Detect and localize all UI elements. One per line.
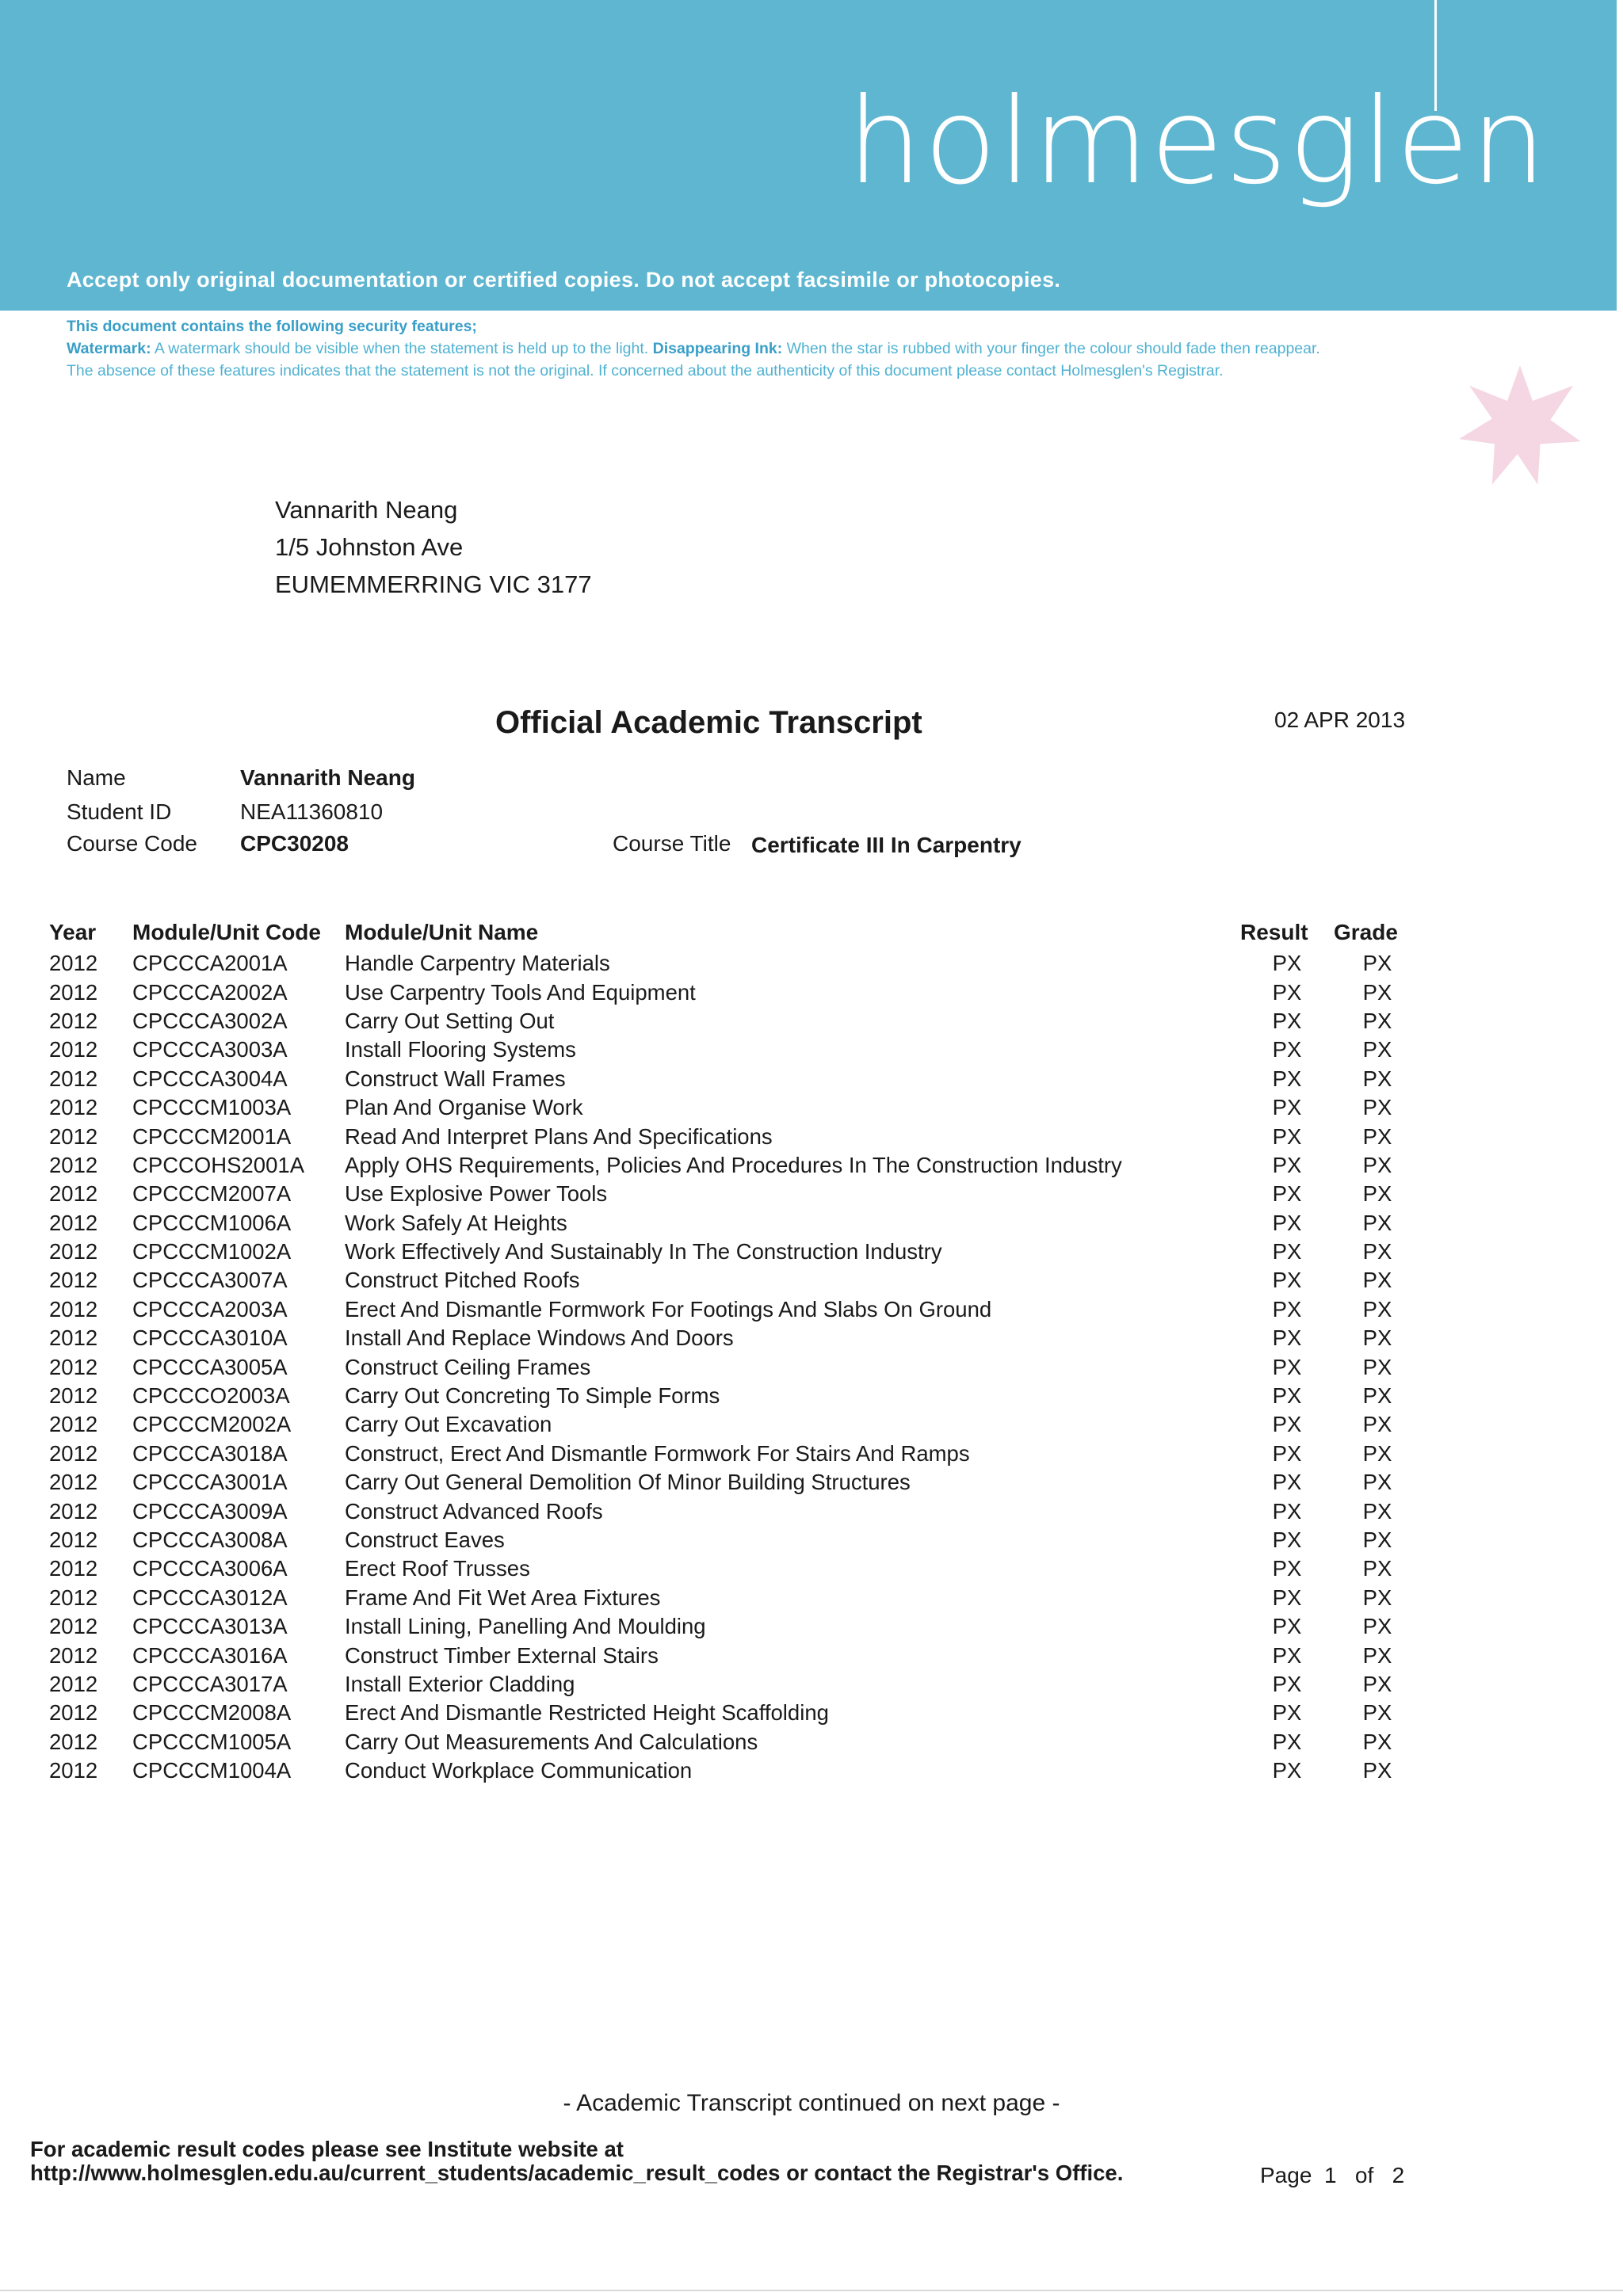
cell-grade: PX [1362,1181,1392,1207]
cell-name: Carry Out Concreting To Simple Forms [345,1383,720,1409]
result-codes-note [30,2138,1123,2185]
table-row [49,1151,1421,1180]
table-row [49,1641,1421,1669]
cell-code: CPCCCA3006A [132,1556,288,1581]
cell-result: PX [1272,1498,1302,1524]
cell-code: CPCCCA3001A [132,1470,288,1495]
cell-name: Install Lining, Panelling And Moulding [345,1614,706,1639]
cell-code: CPCCCA2002A [132,979,288,1005]
table-row [49,1526,1421,1554]
cell-year: 2012 [49,1152,98,1177]
cell-code: CPCCCA3008A [132,1527,288,1552]
table-row [49,1209,1421,1238]
table-row [49,1468,1421,1497]
cell-result: PX [1272,1758,1302,1783]
header-name: Module/Unit Name [345,920,539,944]
cell-name: Use Explosive Power Tools [345,1181,608,1207]
cell-name: Install And Replace Windows And Doors [345,1325,734,1351]
cell-name: Erect Roof Trusses [345,1556,530,1581]
cell-year: 2012 [49,1123,98,1149]
cell-grade: PX [1362,1066,1392,1091]
table-row [49,1699,1421,1727]
header-grade: Grade [1334,920,1398,944]
cell-year: 2012 [49,1210,98,1235]
table-row [49,1065,1421,1093]
cell-result: PX [1272,1671,1302,1696]
cell-result: PX [1272,1383,1302,1409]
cell-year: 2012 [49,1008,98,1033]
cell-code: CPCCCM1006A [132,1210,292,1235]
table-row [49,1266,1421,1295]
cell-code: CPCCOHS2001A [132,1152,305,1177]
cell-name: Install Flooring Systems [345,1037,576,1062]
cell-code: CPCCCA3003A [132,1037,288,1062]
document-date: 02 APR 2013 [1274,707,1406,732]
security-notice [67,315,1556,382]
page-current: 1 [1323,2163,1337,2187]
cell-grade: PX [1362,1671,1392,1696]
cell-grade: PX [1362,1614,1392,1639]
cell-grade: PX [1362,1008,1392,1033]
watermark-label: Watermark: [67,340,151,357]
table-row [49,1554,1421,1583]
cell-year: 2012 [49,1354,98,1379]
student-name: Vannarith Neang [240,765,415,790]
address-street: 1/5 Johnston Ave [275,533,464,561]
page-label: Page [1260,2163,1312,2187]
header-year: Year [49,920,97,944]
cell-name: Work Effectively And Sustainably In The Construction Industry [345,1239,942,1264]
cell-name: Use Carpentry Tools And Equipment [345,979,696,1005]
cell-code: CPCCCM1002A [132,1239,292,1264]
cell-grade: PX [1362,1268,1392,1293]
cell-year: 2012 [49,1527,98,1552]
table-row [49,1497,1421,1525]
cell-name: Construct Eaves [345,1527,505,1552]
name-label: Name [67,765,126,790]
cell-grade: PX [1362,1210,1392,1235]
cell-name: Carry Out Setting Out [345,1008,555,1033]
table-row [49,949,1421,978]
cell-result: PX [1272,1440,1302,1466]
cell-year: 2012 [49,1671,98,1696]
cell-grade: PX [1362,1470,1392,1495]
cell-year: 2012 [49,1095,98,1120]
cell-year: 2012 [49,1412,98,1437]
cell-code: CPCCCA3016A [132,1642,288,1668]
cell-year: 2012 [49,1642,98,1668]
cell-result: PX [1272,1181,1302,1207]
cell-code: CPCCCA3007A [132,1268,288,1293]
cell-grade: PX [1362,1758,1392,1783]
cell-result: PX [1272,1325,1302,1351]
cell-name: Carry Out Excavation [345,1412,552,1437]
cell-result: PX [1272,1527,1302,1552]
cell-code: CPCCCM2007A [132,1181,292,1207]
cell-result: PX [1272,951,1302,976]
cell-grade: PX [1362,1527,1392,1552]
cell-result: PX [1272,1412,1302,1437]
cell-code: CPCCCA3004A [132,1066,288,1091]
cell-year: 2012 [49,1470,98,1495]
table-row [49,1093,1421,1122]
cell-year: 2012 [49,1296,98,1322]
table-row [49,1180,1421,1208]
table-row [49,1238,1421,1266]
result-codes-line1: For academic result codes please see Institute website at [30,2137,624,2161]
cell-grade: PX [1362,1642,1392,1668]
cell-grade: PX [1362,1325,1392,1351]
page-total: 2 [1392,2163,1405,2187]
cell-code: CPCCCA2003A [132,1296,288,1322]
cell-code: CPCCCA3018A [132,1440,288,1466]
star-shape [1459,365,1581,484]
table-header-row [49,916,1421,949]
cell-year: 2012 [49,1037,98,1062]
cell-code: CPCCCM2001A [132,1123,292,1149]
table-row [49,1324,1421,1352]
cell-year: 2012 [49,1325,98,1351]
security-heading: This document contains the following security features; [67,318,477,335]
cell-code: CPCCCM1004A [132,1758,292,1783]
cell-year: 2012 [49,951,98,976]
cell-grade: PX [1362,1585,1392,1610]
continued-notice: - Academic Transcript continued on next page - [563,2090,1060,2116]
cell-result: PX [1272,1642,1302,1668]
cell-name: Construct Ceiling Frames [345,1354,591,1379]
cell-year: 2012 [49,1239,98,1264]
cell-year: 2012 [49,1268,98,1293]
table-row [49,1728,1421,1756]
cell-name: Conduct Workplace Communication [345,1758,693,1783]
cell-grade: PX [1362,1354,1392,1379]
cell-name: Install Exterior Cladding [345,1671,575,1696]
cell-grade: PX [1362,1152,1392,1177]
table-row [49,1756,1421,1785]
cell-code: CPCCCA3005A [132,1354,288,1379]
absence-text: The absence of these features indicates that the statement is not the original. If concerned about the authenticity of this document please contact Holmesglen's Registrar. [67,362,1224,379]
cell-year: 2012 [49,1066,98,1091]
cell-name: Read And Interpret Plans And Specifications [345,1123,773,1149]
cell-name: Erect And Dismantle Formwork For Footings And Slabs On Ground [345,1296,992,1322]
table-row [49,1612,1421,1641]
cell-year: 2012 [49,1498,98,1524]
table-row [49,1035,1421,1064]
page-edge [0,2290,1623,2291]
cell-name: Construct Wall Frames [345,1066,566,1091]
cell-result: PX [1272,1700,1302,1726]
cell-result: PX [1272,1095,1302,1120]
cell-grade: PX [1362,1239,1392,1264]
security-star-icon [1457,363,1583,490]
header-result: Result [1240,920,1308,944]
results-table [49,916,1421,1785]
table-row [49,1352,1421,1381]
cell-year: 2012 [49,1585,98,1610]
table-row [49,1410,1421,1439]
cell-code: CPCCCA3002A [132,1008,288,1033]
result-codes-line2: http://www.holmesglen.edu.au/current_students/academic_result_codes or contact the Registrar's Office. [30,2161,1124,2185]
cell-grade: PX [1362,1729,1392,1754]
cell-grade: PX [1362,1095,1392,1120]
recipient-address [275,491,592,603]
cell-grade: PX [1362,1556,1392,1581]
address-suburb: EUMEMMERRING VIC 3177 [275,570,592,598]
cell-result: PX [1272,1210,1302,1235]
table-row [49,1584,1421,1612]
cell-name: Work Safely At Heights [345,1210,567,1235]
cell-grade: PX [1362,1037,1392,1062]
cell-year: 2012 [49,1729,98,1754]
course-title: Certificate III In Carpentry [751,833,1022,857]
table-row [49,1007,1421,1035]
table-row [49,1295,1421,1324]
cell-code: CPCCCA3009A [132,1498,288,1524]
cell-name: Plan And Organise Work [345,1095,583,1120]
cell-year: 2012 [49,1181,98,1207]
cell-year: 2012 [49,1700,98,1726]
cell-code: CPCCCA2001A [132,951,288,976]
cell-name: Construct Pitched Roofs [345,1268,580,1293]
cell-code: CPCCCO2003A [132,1383,290,1409]
cell-code: CPCCCM2002A [132,1412,292,1437]
header-code: Module/Unit Code [132,920,321,944]
cell-year: 2012 [49,1758,98,1783]
document-title: Official Academic Transcript [495,705,922,740]
cell-result: PX [1272,1614,1302,1639]
cell-result: PX [1272,1037,1302,1062]
cell-result: PX [1272,979,1302,1005]
cell-result: PX [1272,1123,1302,1149]
cell-result: PX [1272,1239,1302,1264]
cell-grade: PX [1362,1123,1392,1149]
ink-text: When the star is rubbed with your finger the colour should fade then reappear. [782,340,1320,357]
cell-code: CPCCCM1003A [132,1095,292,1120]
cell-grade: PX [1362,951,1392,976]
cell-name: Apply OHS Requirements, Policies And Procedures In The Construction Industry [345,1152,1122,1177]
cell-code: CPCCCM1005A [132,1729,292,1754]
cell-grade: PX [1362,1412,1392,1437]
page-of: of [1354,2163,1374,2187]
table-row [49,1440,1421,1468]
cell-name: Handle Carpentry Materials [345,951,610,976]
cell-name: Construct Timber External Stairs [345,1642,659,1668]
course-title-label: Course Title [613,831,731,856]
cell-year: 2012 [49,1440,98,1466]
cell-name: Carry Out Measurements And Calculations [345,1729,758,1754]
cell-name: Carry Out General Demolition Of Minor Building Structures [345,1470,911,1495]
table-row [49,1670,1421,1699]
cell-year: 2012 [49,1556,98,1581]
cell-code: CPCCCM2008A [132,1700,292,1726]
cell-grade: PX [1362,1498,1392,1524]
cell-code: CPCCCA3010A [132,1325,288,1351]
page-number [1260,2163,1404,2188]
cell-grade: PX [1362,1383,1392,1409]
cell-year: 2012 [49,1614,98,1639]
table-row [49,1122,1421,1150]
cell-grade: PX [1362,1700,1392,1726]
cell-result: PX [1272,1354,1302,1379]
table-row [49,1382,1421,1410]
cell-name: Frame And Fit Wet Area Fixtures [345,1585,661,1610]
cell-result: PX [1272,1268,1302,1293]
cell-code: CPCCCA3017A [132,1671,288,1696]
course-code-label: Course Code [67,831,197,856]
cell-name: Construct, Erect And Dismantle Formwork For Stairs And Ramps [345,1440,970,1466]
cell-code: CPCCCA3012A [132,1585,288,1610]
cell-result: PX [1272,1729,1302,1754]
cell-result: PX [1272,1296,1302,1322]
cell-result: PX [1272,1008,1302,1033]
holmesglen-logo: holmesglen [846,73,1548,211]
address-name: Vannarith Neang [275,496,458,524]
student-id: NEA11360810 [240,799,384,824]
accept-notice: Accept only original documentation or certified copies. Do not accept facsimile or photocopies. [67,268,1061,292]
student-id-label: Student ID [67,799,172,824]
cell-result: PX [1272,1152,1302,1177]
cell-result: PX [1272,1066,1302,1091]
cell-year: 2012 [49,979,98,1005]
ink-label: Disappearing Ink: [652,340,783,357]
cell-grade: PX [1362,1440,1392,1466]
table-row [49,978,1421,1006]
cell-grade: PX [1362,1296,1392,1322]
cell-result: PX [1272,1585,1302,1610]
cell-result: PX [1272,1556,1302,1581]
cell-year: 2012 [49,1383,98,1409]
cell-name: Construct Advanced Roofs [345,1498,603,1524]
watermark-text: A watermark should be visible when the statement is held up to the light. [151,340,653,357]
cell-grade: PX [1362,979,1392,1005]
cell-name: Erect And Dismantle Restricted Height Scaffolding [345,1700,829,1726]
course-code: CPC30208 [240,831,349,856]
cell-result: PX [1272,1470,1302,1495]
cell-code: CPCCCA3013A [132,1614,288,1639]
